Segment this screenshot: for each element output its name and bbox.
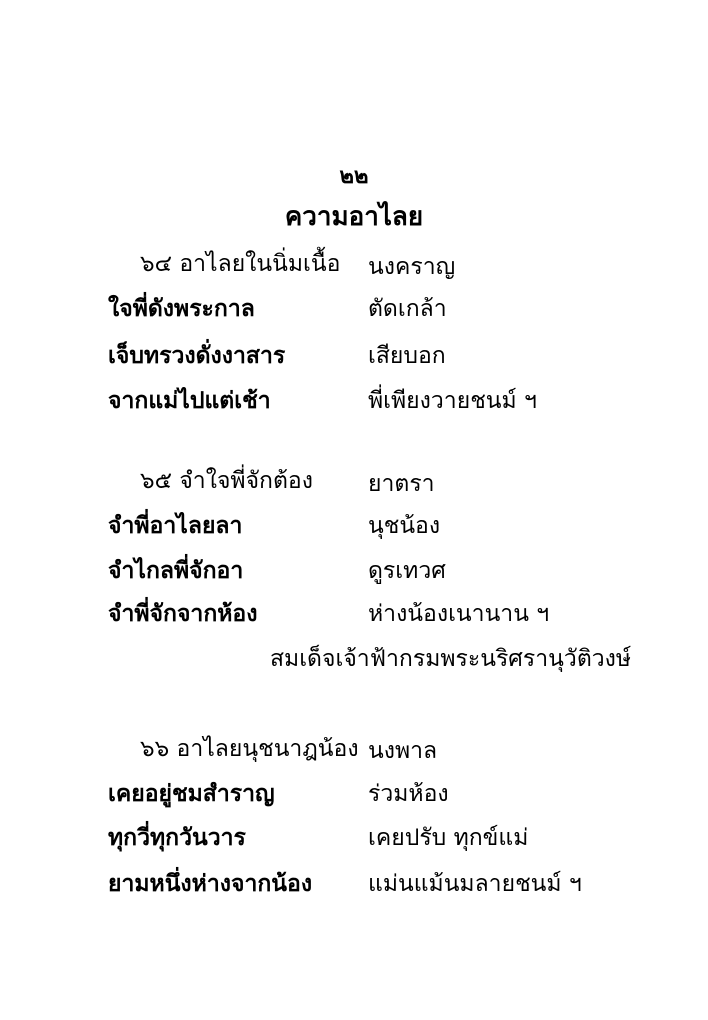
verse-line-right: นงพาล [368, 738, 438, 764]
page-number: ๒๒ [339, 163, 369, 189]
verse-line-left: จำพี่อาไลยลา [108, 512, 243, 539]
poem-title: ความอาไลย [284, 202, 424, 232]
verse-line-right: นงคราญ [368, 254, 456, 280]
verse-line-left: จำพี่จักจากห้อง [108, 600, 258, 627]
verse-line-left: เคยอยู่ชมสำราญ [108, 780, 275, 807]
verse-line-right: นุชน้อง [368, 513, 441, 539]
verse-line-right: เสียบอก [368, 343, 446, 369]
verse-line-left: ๖๔ อาไลยในนิ่มเนื้อ [140, 251, 341, 277]
verse-line-right: ห่างน้องเนานาน ฯ [368, 601, 550, 627]
verse-line-left: ยามหนึ่งห่างจากน้อง [108, 870, 313, 897]
author-attribution: สมเด็จเจ้าฟ้ากรมพระนริศรานุวัติวงษ์ [270, 646, 632, 672]
verse-line-left: เจ็บทรวงดั่งงาสาร [108, 342, 286, 369]
verse-line-right: แม่นแม้นมลายชนม์ ฯ [368, 871, 582, 897]
verse-line-right: พี่เพียงวายชนม์ ฯ [368, 388, 537, 414]
verse-line-right: ตัดเกล้า [368, 296, 447, 322]
verse-line-right: เคยปรับ ทุกข์แม่ [368, 825, 529, 851]
verse-line-left: ใจพี่ดังพระกาล [108, 295, 255, 322]
verse-line-right: ร่วมห้อง [368, 781, 449, 807]
verse-line-right: ดูรเทวศ [368, 558, 446, 584]
verse-line-left: ๖๖ อาไลยนุชนาฎน้อง [140, 736, 359, 762]
verse-line-left: จำไกลพี่จักอา [108, 557, 244, 584]
verse-line-left: ทุกวี่ทุกวันวาร [108, 824, 246, 851]
verse-line-left: ๖๕ จำใจพี่จักต้อง [140, 468, 313, 494]
verse-line-left: จากแม่ไปแต่เช้า [108, 387, 271, 414]
verse-line-right: ยาตรา [368, 471, 435, 497]
